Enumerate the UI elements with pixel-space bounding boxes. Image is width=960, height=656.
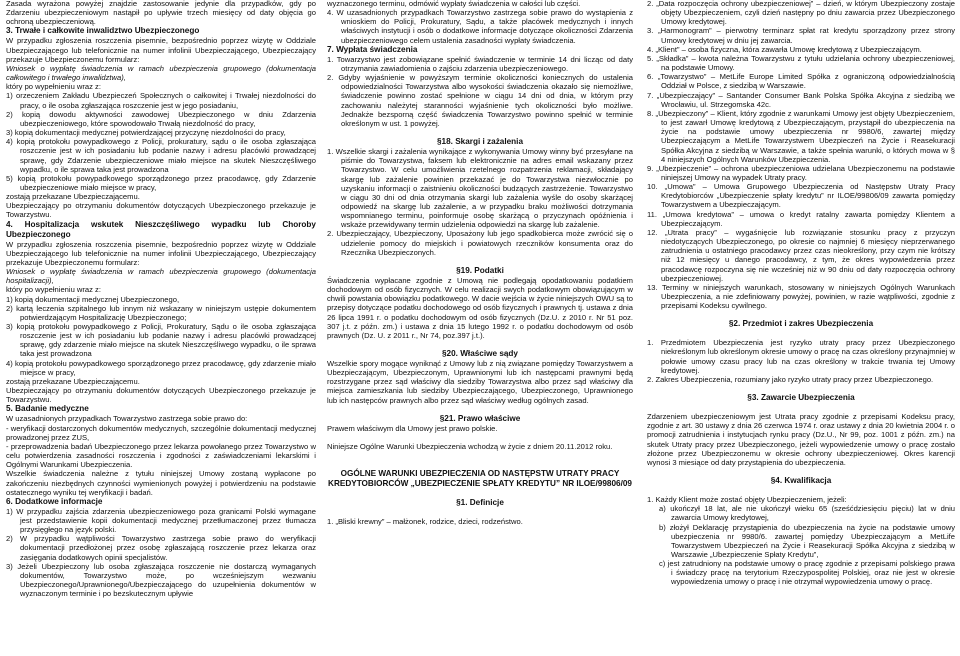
- list-item: 3. „Harmonogram” – pierwotny terminarz spłat rat kredytu sporządzony przez strony Umowy kredytowej w dniu jej zawarcia.: [647, 26, 955, 45]
- paragraph: Prawem właściwym dla Umowy jest prawo polskie.: [327, 423, 498, 433]
- paragraph: W przypadku zgłoszenia roszczenia pisemnie, bezpośrednio poprzez wizytę w Oddziale Ubezpieczającego lub telefonicznie na numer infolinii Ubezpieczającego, Ubezpieczający przekazuje Ubezpieczonemu formularz:: [6, 36, 316, 64]
- form-name: Wniosek o wypłatę świadczenia w ramach ubezpieczenia grupowego (dokumentacja hospitalizacji),: [6, 267, 316, 286]
- list-item: 4. „Klient” – osoba fizyczna, która zawarła Umowę kredytową z Ubezpieczającym.: [647, 44, 922, 54]
- list-item: 9. „Ubezpieczenie” – ochrona ubezpieczeniowa udzielana Ubezpieczonemu na podstawie niniejszej Umowy na wypadek Utraty pracy.: [647, 163, 955, 182]
- spacer: [327, 508, 633, 517]
- list-item: 10. „Umowa” – Umowa Grupowego Ubezpieczenia od Następstw Utraty Pracy Kredytobiorców „Ubezpieczenie spłaty kredytu” nr ILOE/99806/09 zawarta pomiędzy Towarzystwem a Ubezpieczającym.: [647, 182, 955, 210]
- text-column-right: [647, 0, 955, 655]
- spacer: [647, 403, 955, 412]
- list-item: 6. „Towarzystwo” – MetLife Europe Limited Spółka z ograniczoną odpowiedzialnością Oddział w Polsce, z siedzibą w Warszawie.: [647, 72, 955, 91]
- spacer: [327, 433, 633, 442]
- paragraph: Zdarzeniem ubezpieczeniowym jest Utrata pracy zgodnie z przepisami Kodeksu pracy, zgodnie z art. 30 ustawy z dnia 26 czerwca 1974 r. oraz ustawy z dnia 20 kwietnia 2004 r. o promocji zatrudnienia i instytucjach rynku pracy (Dz.U., Nr 99, poz. 1001 z późn. zm.) na skutek Utraty pracy przez Ubezpieczonego, jeżeli wypowiedzenie umowy o pracę zostało złożone przez Ubezpieczonemu w okresie ochrony ubezpieczeniowej. Okres karencji wynosi 3 miesiące od daty przystąpienia do ubezpieczenia.: [647, 412, 955, 467]
- section-heading: 3. Trwałe i całkowite inwalidztwo Ubezpieczonego: [6, 26, 200, 36]
- list-item: 4. W uzasadnionych przypadkach Towarzystwo zastrzega sobie prawo do wystąpienia z wnioskiem do Policji, Prokuratury, Sądu, a także placówek medycznych i innych właściwych instytucji i osób o dodatkowe informacje dotyczące okoliczności Zdarzenia ubezpieczeniowego celem ustalenia zasadności wypłaty świadczenia.: [327, 8, 633, 45]
- paragraph: W uzasadnionych przypadkach Towarzystwo zastrzega sobie prawo do:: [6, 414, 248, 424]
- spacer: [647, 467, 955, 476]
- paragraph: zostają przekazane Ubezpieczającemu.: [6, 376, 140, 386]
- list-item: 7. „Ubezpieczający” – Santander Consumer Bank Polska Spółka Akcyjna z siedzibą we Wrocławiu, ul. Strzegomska 42c.: [647, 90, 955, 109]
- section-heading: 6. Dodatkowe informacje: [6, 496, 103, 506]
- list-item: 1. Wszelkie skargi i zażalenia wynikające z wykonywania Umowy winny być przesyłane na piśmie do Towarzystwa, faksem lub elektronicznie na adres email wskazany przez Towarzystwo. W celu umożliwienia rzetelnego rozpatrzenia reklamacji, składający skargę lub zażalenie powinien przekazać je do Towarzystwa niezwłocznie po uzyskaniu informacji o zaistnieniu okoliczności budzących zastrzeżenie. Towarzystwo w ciągu 30 dni od dnia otrzymania skargi lub zażalenia wyśle do osoby skarżącej odpowiedź na skargę lub zażalenie, a w przypadku braku możliwości dotrzymania wspomnianego terminu, poinformuje osobę skarżącą o przyczynach opóźnienia i wskaże przewidywany termin udzielenia odpowiedzi na skargę lub zażalenie.: [327, 147, 633, 230]
- paragraph: wyznaczonego terminu, odmówić wypłaty świadczenia w całości lub części.: [327, 0, 581, 8]
- list-item: 3) Jeżeli Ubezpieczony lub osoba zgłaszająca roszczenie nie dostarczą wymaganych dokumentów, Towarzystwo może, po wcześniejszym wezwaniu Ubezpieczonego/Uprawnionego/Ubezpieczającego do uzupełnienia dokumentów w wyznaczonym terminie i po bezskutecznym upływie: [6, 561, 316, 599]
- spacer: [327, 451, 633, 460]
- list-item: 2. Gdyby wyjaśnienie w powyższym terminie okoliczności koniecznych do ustalenia odpowiedzialności Towarzystwa albo wysokości świadczenia okazało się niemożliwe, świadczenie powinno zostać spełnione w ciągu 14 dni od dnia, w którym przy zachowaniu należytej staranności wyjaśnienie tych okoliczności było możliwe. Jednakże bezsporną część świadczenia Towarzystwo powinno spełnić w terminie określonym w ust. 1 powyżej.: [327, 73, 633, 128]
- paragraph: - przeprowadzenia badań Ubezpieczonego przez lekarza powołanego przez Towarzystwo w celu potwierdzenia zasadności roszczenia i zgodności z zaświadczeniami lekarskimi i Ogólnymi Warunkami Ubezpieczenia.: [6, 441, 316, 470]
- list-item: 2) kopią dowodu aktywności zawodowej Ubezpieczonego w dniu Zdarzenia ubezpieczeniowego, które spowodowało Trwałą niezdolność do pracy,: [6, 109, 316, 128]
- list-item: 1) kopią dokumentacji medycznej Ubezpieczonego,: [6, 294, 180, 304]
- list-item: 1) orzeczeniem Zakładu Ubezpieczeń Społecznych o całkowitej i Trwałej niezdolności do pracy, o ile osoba zgłaszająca roszczenie jest w jego posiadaniu,: [6, 91, 316, 110]
- paragraph: Świadczenia wypłacane zgodnie z Umową nie podlegają opodatkowaniu podatkiem dochodowym od osób fizycznych. W celu realizacji swych podatkowym obowiązującym w chwili powstania obowiązku podatkowego. W dacie wejścia w życie niniejszych OWU są to przepisy dotyczące podatku dochodowego od osób fizycznych i prawnych tj. ustawa z dnia 26 lipca 1991 r. o podatku dochodowym od osób fizycznych (Dz.U. z 2010 r. Nr 51 poz. 307 j.t. z późn. zm.) i ustawa z dnia 15 lutego 1992 r. o podatku dochodowym od osób prawnych (Dz. U. z 2011 r., Nr 74, poz.397 j.t.).: [327, 275, 633, 340]
- sub-list-item: c) jest zatrudniony na podstawie umowy o pracę zgodnie z przepisami polskiego prawa i świadczy pracę na terytorium Rzeczypospolitej Polskiej, oraz nie jest w okresie wypowiedzenia umowy o pracę i nie otrzymał wypowiedzenia umowy o pracę.: [659, 559, 955, 587]
- paragraph: Wszelkie świadczenia należne z tytułu niniejszej Umowy zostaną wypłacone po zakończeniu niezbędnych czynności wymienionych powyżej i potwierdzeniu na podstawie ostatecznego wyniku tej weryfikacji i badań.: [6, 469, 316, 497]
- list-item: 2. „Data rozpoczęcia ochrony ubezpieczeniowej” – dzień, w którym Ubezpieczony zostaje objęty Ubezpieczeniem, czyli dzień następny po dniu zawarcia przez Ubezpieczonego Umowy kredytowej.: [647, 0, 955, 27]
- list-item: 1. Każdy Klient może zostać objęty Ubezpieczeniem, jeżeli:: [647, 495, 847, 505]
- spacer: [327, 489, 633, 498]
- section-title: §4. Kwalifikacja: [770, 476, 832, 486]
- list-item: 5. „Składka” – kwota należna Towarzystwu z tytułu udzielania ochrony ubezpieczeniowej, na podstawie Umowy.: [647, 53, 955, 73]
- section-title: §3. Zawarcie Ubezpieczenia: [747, 393, 855, 403]
- spacer: [327, 340, 633, 349]
- section-title: §2. Przedmiot i zakres Ubezpieczenia: [728, 319, 874, 329]
- section-heading: 5. Badanie medyczne: [6, 404, 89, 414]
- paragraph: - weryfikacji dostarczonych dokumentów medycznych, szczególnie dokumentacji medycznej prowadzonej przez ZUS,: [6, 423, 316, 442]
- list-item: 2. Zakres Ubezpieczenia, rozumiany jako ryzyko utraty pracy przez Ubezpieczonego.: [647, 374, 934, 384]
- section-title: §19. Podatki: [456, 265, 504, 275]
- paragraph: zostają przekazane Ubezpieczającemu.: [6, 192, 140, 202]
- list-item: 3) kopią protokołu powypadkowego z Policji, Prokuratury, Sądu o ile osoba zgłaszająca roszczenie jest w ich posiadaniu lub podanie nazwy i adresu placówki prowadzącej sprawę, gdy zdarzenie miało miejsce na skutek Nieszczęśliwego wypadku, o ile sprawa taka jest prowadzona: [6, 322, 316, 359]
- list-item: 2) W przypadku wątpliwości Towarzystwo zastrzega sobie prawo do weryfikacji dokumentacji przedłożonej przez osobę zgłaszającą roszczenie przez lekarza oraz zasięgania dodatkowych opinii specjalistów.: [6, 534, 316, 562]
- list-item: 1) W przypadku zajścia zdarzenia ubezpieczeniowego poza granicami Polski wymagane jest przedstawienie kopii dokumentacji medycznej przetłumaczonej przez tłumacza przysięgłego na język polski.: [6, 506, 316, 535]
- paragraph: który po wypełnieniu wraz z:: [6, 285, 101, 295]
- list-item: 1. Przedmiotem Ubezpieczenia jest ryzyko utraty pracy przez Ubezpieczonego niekreślonym lub określonym okresie umowy o pracę na czas określony przynajmniej w połowie umowy czasu pracy lub na czas określony w trakcie trwania tej Umowy kredytowej.: [647, 338, 955, 375]
- spacer: [647, 310, 955, 319]
- section-title: §1. Definicje: [456, 498, 504, 508]
- spacer: [327, 405, 633, 414]
- paragraph: Ubezpieczający po otrzymaniu dokumentów dotyczących Ubezpieczonego przekazuje je Towarzystwu.: [6, 386, 316, 405]
- list-item: 2) kartą leczenia szpitalnego lub innym niż wskazany w niniejszym ustępie dokumentem potwierdzającym Hospitalizację Ubezpieczonego;: [6, 303, 316, 322]
- sub-list-item: b) złożył Deklarację przystąpienia do ubezpieczenia na życie na podstawie umowy ubezpieczenia nr 9980/6. zawartej pomiędzy Ubezpieczającym a MetLife Towarzystwem Ubezpieczeń na Życie i Reasekuracji Spółka Akcyjna z siedzibą w Warszawie „Ubezpieczenie Spłaty Kredytu”,: [659, 522, 955, 559]
- spacer: [327, 460, 633, 469]
- spacer: [327, 128, 633, 137]
- list-item: 8. „Ubezpieczony” – Klient, który zgodnie z warunkami Umowy jest objęty Ubezpieczeniem, to jest zawarł Umowę kredytową z Ubezpieczającym, przystąpił do ubezpieczenia na życie na podstawie umowy ubezpieczenia nr 9980/6, zawartej między Ubezpieczającym a MetLife Towarzystwem Ubezpieczeń na Życie i Reasekuracji Spółka Akcyjna z siedzibą w Warszawie, a także spełnia warunki, o których mowa w § 4 niniejszych Ogólnych Warunków Ubezpieczenia.: [647, 108, 955, 164]
- list-item: 3) kopią dokumentacji medycznej potwierdzającej przyczynę niezdolności do pracy,: [6, 128, 286, 138]
- spacer: [647, 486, 955, 495]
- section-heading: 7. Wypłata świadczenia: [327, 44, 418, 54]
- text-column-left: [6, 0, 316, 655]
- section-title: OGÓLNE WARUNKI UBEZPIECZENIA OD NASTĘPSTW UTRATY PRACY KREDYTOBIORCÓW „UBEZPIECZENIE SPŁATY KREDYTU” NR ILOE/99806/09: [328, 469, 632, 489]
- list-item: 13. Terminy w niniejszych warunkach, stosowany w niniejszych Ogólnych Warunkach Ubezpieczenia, a nie zdefiniowany powyżej, powinien, w razie wątpliwości, zgodnie z przepisami Kodeksu cywilnego.: [647, 282, 955, 311]
- spacer: [647, 384, 955, 393]
- list-item: 1. Towarzystwo jest zobowiązane spełnić świadczenie w terminie 14 dni licząc od daty otrzymania zawiadomienia o zajściu zdarzenia ubezpieczeniowego.: [327, 54, 633, 73]
- paragraph: W przypadku zgłoszenia roszczenia pisemnie, bezpośrednio poprzez wizytę w Oddziale Ubezpieczającego lub telefonicznie na numer infolinii Ubezpieczającego, Ubezpieczający przekazuje Ubezpieczonemu formularz:: [6, 239, 316, 267]
- list-item: 4) kopią protokołu powypadkowego z Policji, prokuratury, sądu o ile osoba zgłaszająca roszczenie jest w ich posiadaniu lub podanie nazwy i adresu placówki prowadzącej sprawę, gdy Zdarzenie ubezpieczeniowe miało miejsce na skutek Nieszczęśliwego wypadku, o ile sprawa taka jest prowadzona: [6, 137, 316, 174]
- paragraph: Ubezpieczający po otrzymaniu dokumentów dotyczących Ubezpieczonego przekazuje je Towarzystwu.: [6, 201, 316, 220]
- spacer: [327, 257, 633, 266]
- list-item: 11. „Umowa kredytowa” – umowa o kredyt ratalny zawarta pomiędzy Klientem a Ubezpieczającym.: [647, 209, 955, 228]
- paragraph: który po wypełnieniu wraz z:: [6, 82, 101, 92]
- list-item: 12. „Utrata pracy” – wygaśnięcie lub rozwiązanie stosunku pracy z przyczyn niedotyczących Ubezpieczonego, po okresie co najmniej 6 miesięcy nieprzerwanego zatrudnienia u ostatniego pracodawcy przez czas nieokreślony, przy czym nie krótszy niż 12 miesięcy u danego pracodawcy, z tym, że okres wypowiedzenia przez pracodawcę rozpoczyna się nie wcześniej niż w 90 dniu od daty rozpoczęcia ochrony ubezpieczeniowej.: [647, 227, 955, 283]
- form-name: Wniosek o wypłatę świadczenia w ramach ubezpieczenia grupowego (dokumentacja całkowitego i trwałego inwalidztwa),: [6, 63, 316, 83]
- list-item: 5) kopią protokołu powypadkowego sporządzonego przez pracodawcę, gdy Zdarzenie ubezpieczeniowe miało miejsce w pracy,: [6, 173, 316, 192]
- section-title: §18. Skargi i zażalenia: [436, 137, 524, 147]
- paragraph: Niniejsze Ogólne Warunki Ubezpieczenia wchodzą w życie z dniem 20.11.2012 roku.: [327, 441, 613, 451]
- spacer: [647, 329, 955, 338]
- paragraph: Wszelkie spory mogące wyniknąć z Umowy lub z nią związane pomiędzy Towarzystwem a Ubezpieczającym, Ubezpieczonym, Uprawnionymi lub ich następcami prawnymi będą rozstrzygane przez sąd właściwy dla siedziby Towarzystwa albo przez sąd właściwy dla miejsca zamieszkania lub siedziby Ubezpieczającego, Ubezpieczonego, Uprawnionego lub ich następców prawnych albo przez sąd właściwy według ogólnych zasad.: [327, 359, 633, 405]
- section-title: §20. Właściwe sądy: [441, 349, 518, 358]
- section-title: §21. Prawo właściwe: [439, 413, 521, 423]
- list-item: 4) kopią protokołu powypadkowego sporządzonego przez pracodawcę, gdy zdarzenie miało miejsce w pracy,: [6, 358, 316, 377]
- paragraph: Zasada wyrażona powyżej znajdzie zastosowanie jedynie dla przypadków, gdy po Zdarzeniu ubezpieczeniowym nastąpił po upływie trzech miesięcy od daty objęcia go ochroną ubezpieczeniową.: [6, 0, 316, 27]
- sub-list-item: a) ukończył 18 lat, ale nie ukończył wieku 65 (sześćdziesięciu pięciu) lat w dniu zawarcia Umowy kredytowej,: [659, 504, 955, 523]
- list-item: 1. „Bliski krewny” – małżonek, rodzice, dzieci, rodzeństwo.: [327, 517, 523, 527]
- section-heading: 4. Hospitalizacja wskutek Nieszczęśliwego wypadku lub Choroby Ubezpieczonego: [6, 219, 316, 239]
- list-item: 2. Ubezpieczający, Ubezpieczony, Uposażony lub jego spadkobierca może zwrócić się o udzielenie pomocy do miejskich i powiatowych rzeczników konsumenta oraz do Rzecznika Ubezpieczonych.: [327, 229, 633, 257]
- text-column-middle: [327, 0, 633, 655]
